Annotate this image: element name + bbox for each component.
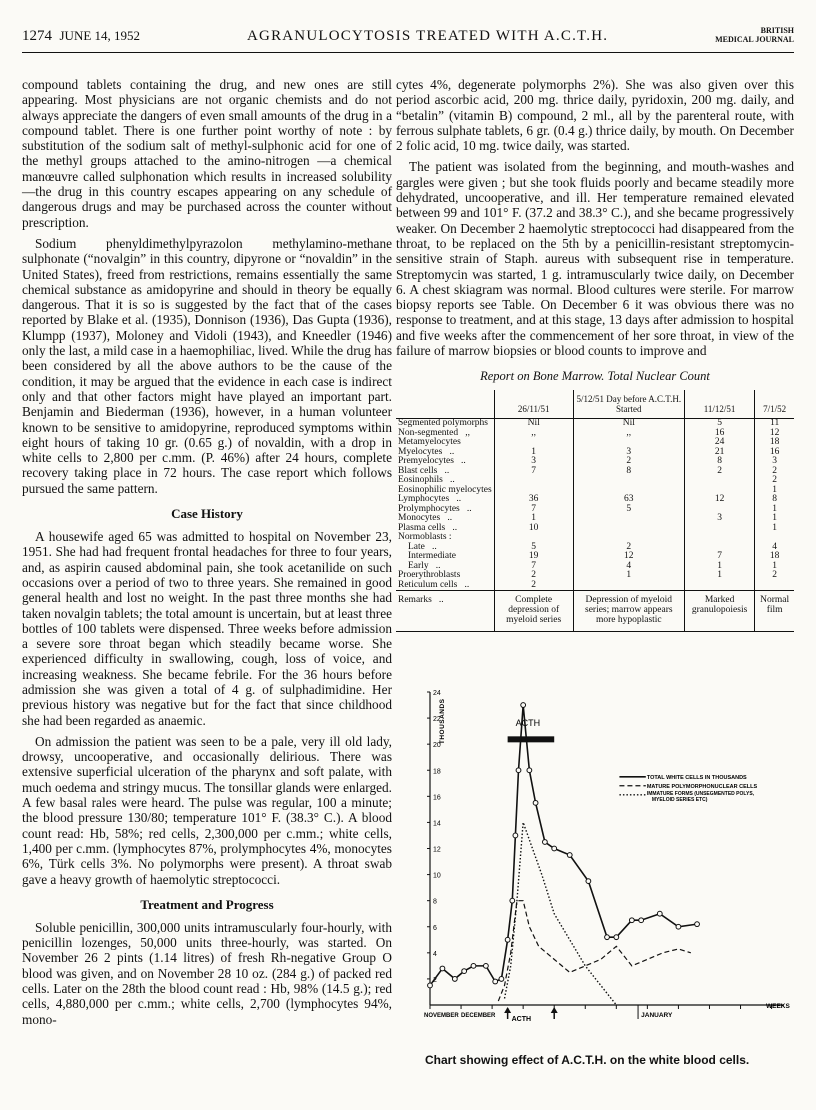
table-cell: 2: [755, 467, 794, 477]
remark-cell: Depression of myeloid series; marrow appears more hypoplastic: [573, 591, 684, 632]
remark-cell: Normal film: [755, 591, 794, 632]
paragraph: A housewife aged 65 was admitted to hospital on November 23, 1951. She had had frequent frontal headaches for three to four years, and, as aspirin caused abdominal pain, she took acetanilide on such occasions over a period of two to three years. She remained in good general health and lost no weight. In the past three months she had taken novalgin tablets; the total amount is uncertain, but at least three bottles of 100 tablets were dispensed. Three weeks before admission a severe sore throat began which steadily became worse. She experienced difficulty in swallowing, cough, loss of voice, and increasing weakness. She became febrile. For the 36 hours before admission she was given a total of 4 g. of sulphadimidine. Her previous history was negative but for the fact that since childhood she had been regarded as anaemic.: [22, 529, 392, 728]
table-cell: 8: [573, 467, 684, 477]
series-line-0: [430, 705, 697, 985]
table-cell: 3: [684, 514, 754, 524]
month-label: JANUARY: [641, 1012, 673, 1019]
row-label: Eosinophils ..: [398, 475, 455, 486]
table-header-cell: 26/11/51: [494, 390, 573, 419]
left-column: [22, 77, 392, 1027]
paragraph: The patient was isolated from the beginning, and mouth-washes and gargles were given ; but she took fluids poorly and became steadily more dehydrated, uncooperative, and ill. Her temperature remained elevated between 99 and 101° F. (37.2 and 38.3° C.), and she became progressively weaker. On December 2 haemolytic streptococci had disappeared from the throat, to be replaced on the 5th by a penicillin-resistant streptomycin-sensitive strain of Staph. aureus with subsequent rise in temperature. Streptomycin was started, 1 g. intramuscularly twice daily, on December 6. A chest skiagram was normal. Blood cultures were sterile. For marrow biopsy reports see Table. On December 6 it was obvious there was no response to treatment, and at this stage, 13 days after admission to hospital and five weeks after the commencement of her sore throat, in view of the failure of marrow biopsies or blood counts to improve and: [396, 159, 794, 359]
row-label: Prolymphocytes ..: [398, 503, 472, 514]
row-label: Premyelocytes ..: [398, 456, 466, 467]
row-label: Lymphocytes ..: [398, 494, 462, 505]
data-point: [505, 937, 510, 942]
paragraph: Soluble penicillin, 300,000 units intramuscularly four-hourly, with penicillin lozenges, 50,000 units three-hourly, was started. On November 26 2 pints (1.14 litres) of fresh Rh-negative Group O blood was given, and on November 28 10 oz. (284 g.) of packed red cells. Later on the 28th the blood count read : Hb, 98% (14.5 g.); red cells, 4,880,000 per c.mm.; white cells, 2,700 (lymphocytes 94%, mono-: [22, 919, 392, 1027]
data-point: [452, 977, 457, 982]
acth-label: ACTH: [515, 717, 541, 728]
row-label: Blast cells ..: [398, 465, 450, 476]
table-cell: 7: [494, 505, 573, 515]
table-cell: 2: [755, 476, 794, 486]
table-cell: [684, 581, 754, 591]
y-tick-label: 8: [433, 898, 437, 906]
table-header-cell: [396, 390, 494, 419]
y-tick-label: 4: [433, 950, 437, 958]
data-point: [440, 966, 445, 971]
table-cell: Nil: [494, 419, 573, 429]
table-cell: ,,: [494, 429, 573, 439]
white-cell-chart: [422, 680, 794, 1080]
table-row: [396, 457, 794, 467]
table-cell: 18: [755, 552, 794, 562]
table-cell: 1: [755, 562, 794, 572]
table-cell: 2: [573, 457, 684, 467]
x-axis-label: WEEKS: [766, 1003, 790, 1010]
table-cell: 8: [684, 457, 754, 467]
table-cell: 21: [684, 448, 754, 458]
table-cell: 7: [494, 467, 573, 477]
paragraph: compound tablets containing the drug, and new ones are still appearing. Most physicians are not organic chemists and do not always appreciate the dangers of even small amounts of the drug in a compound tablet. There is one further point worthy of note : by substitution of the sodium salt of methyl-sulphonic acid for one of the methyl groups attached to the amino-nitrogen —a chemical manœuvre called sulphonation which results in increased solubility—the drug in this country escapes appearing on any schedule of dangerous drugs and may be purchased across the counter without prescription.: [22, 77, 392, 230]
data-point: [605, 935, 610, 940]
data-point: [629, 918, 634, 923]
table-cell: [573, 581, 684, 591]
right-column: [396, 77, 794, 632]
data-point: [552, 846, 557, 851]
table-cell: 3: [494, 457, 573, 467]
table-header-cell: 7/1/52: [755, 390, 794, 419]
page-info: 1274 JUNE 14, 1952: [22, 28, 141, 44]
data-point: [542, 840, 547, 845]
table-cell: 5: [573, 505, 684, 515]
y-tick-label: 10: [433, 872, 441, 880]
remark-cell: Marked granulopoiesis: [684, 591, 754, 632]
data-point: [493, 979, 498, 984]
table-cell: [494, 476, 573, 486]
row-label: Segmented polymorphs: [398, 418, 488, 429]
table-cell: 1: [755, 524, 794, 534]
chart-caption: Chart showing effect of A.C.T.H. on the white blood cells.: [425, 1053, 750, 1067]
paragraph: Sodium phenyldimethylpyrazolon methylamino-methane sulphonate (“novalgin” in this country, dipyrone or “novaldin” in the United States), freed from restrictions, remains essentially the same chemical substance as amidopyrine and should in theory be equally dangerous. That it is so is suggested by the fact that of the cases reported by Blake et al. (1935), Donnison (1936), Das Gupta (1936), Klumpp (1937), Moloney and Vidoli (1943), and Kneedler (1946) only the last, a mild case in a haemophiliac, lived. While the drug has been considered by all the above authors to be the cause of the condition, it may be argued that the evidence in each case is indirect only and that other factors might have played an important part. Benjamin and Biederman (1936), however, in a human volunteer known to be sensitive to amidopyrine, reproduced symptoms within eight hours of taking 10 gr. (0.65 g.) of novaldin, with a drop in white cells to 2,800 per c.mm. (P. 46%) after 24 hours, complete recovery taking place in 72 hours. The case report which follows pursued the same pattern.: [22, 235, 392, 496]
table-cell: [573, 524, 684, 534]
table-cell: 11: [755, 419, 794, 429]
table-cell: 2: [494, 571, 573, 581]
y-tick-label: 20: [433, 742, 441, 750]
table-cell: 12: [684, 495, 754, 505]
section-heading-case-history: Case History: [171, 506, 243, 522]
table-cell: 8: [755, 495, 794, 505]
data-point: [516, 768, 521, 773]
table-cell: [755, 581, 794, 591]
data-point: [567, 853, 572, 858]
data-point: [483, 963, 488, 968]
y-tick-label: 24: [433, 690, 441, 697]
data-point: [527, 768, 532, 773]
table-caption: Report on Bone Marrow. Total Nuclear Count: [480, 369, 710, 384]
section-heading-treatment: Treatment and Progress: [140, 896, 274, 912]
legend-label: MYELOID SERIES ETC): [651, 796, 708, 803]
row-label: Eosinophilic myelocytes: [398, 484, 492, 495]
row-label: Reticulum cells ..: [398, 579, 470, 590]
data-point: [462, 969, 467, 974]
table-row: [396, 467, 794, 477]
month-label: DECEMBER: [461, 1013, 496, 1019]
data-point: [510, 898, 515, 903]
month-label: NOVEMBER: [424, 1013, 459, 1019]
table-cell: 1: [684, 571, 754, 581]
data-point: [586, 879, 591, 884]
legend-label: IMMATURE FORMS (UNSEGMENTED POLYS,: [646, 790, 755, 797]
y-tick-label: 2: [433, 976, 437, 984]
data-point: [614, 935, 619, 940]
table-cell: 1: [755, 514, 794, 524]
running-title: AGRANULOCYTOSIS TREATED WITH A.C.T.H.: [247, 28, 609, 44]
table-row: [396, 581, 794, 591]
data-point: [676, 924, 681, 929]
y-tick-label: 6: [433, 924, 437, 932]
table-cell: 3: [573, 448, 684, 458]
table-row: [396, 524, 794, 534]
table-cell: 12: [573, 552, 684, 562]
data-point: [513, 833, 518, 838]
table-cell: 2: [494, 581, 573, 591]
running-header: [22, 24, 794, 53]
acth-arrowhead: [551, 1007, 558, 1013]
table-cell: 1: [494, 448, 573, 458]
y-tick-label: 18: [433, 768, 441, 776]
table-cell: 36: [494, 495, 573, 505]
table-cell: 4: [573, 562, 684, 572]
table-cell: 16: [684, 429, 754, 439]
table-row: [396, 552, 794, 562]
row-label: Remarks ..: [396, 591, 494, 632]
table-cell: ,,: [573, 429, 684, 439]
row-label: Early ..: [408, 560, 441, 571]
table-cell: [684, 476, 754, 486]
bone-marrow-table: [396, 390, 794, 632]
table-cell: 5: [494, 543, 573, 553]
row-label: Metamyelocytes: [398, 437, 461, 448]
table-cell: 63: [573, 495, 684, 505]
chart-svg: [422, 680, 794, 1052]
data-point: [471, 963, 476, 968]
table-cell: 1: [755, 505, 794, 515]
table-cell: 1: [494, 514, 573, 524]
data-point: [499, 977, 504, 982]
table-cell: 3: [755, 457, 794, 467]
paragraph: cytes 4%, degenerate polymorphs 2%). She was also given over this period ascorbic acid, 200 mg. thrice daily, pyridoxin, 200 mg. daily, and “betalin” (vitamin B) compound, 2 ml., all by the parenteral route, with ferrous sulphate tablets, 6 gr. (0.4 g.) thrice daily, by mouth. On December 2 folic acid, 10 mg. twice daily, was started.: [396, 77, 794, 154]
table-row: [396, 533, 794, 543]
table-cell: 1: [684, 562, 754, 572]
table-cell: 19: [494, 552, 573, 562]
data-point: [695, 922, 700, 927]
data-point: [533, 800, 538, 805]
y-tick-label: 16: [433, 794, 441, 802]
paragraph: On admission the patient was seen to be a pale, very ill old lady, drowsy, uncooperative, and occasionally delirious. There was extensive superficial ulceration of the pharynx and soft palate, with much oedema and stringy mucus. The tonsillar glands were enlarged. A few basal rales were heard. The pulse was regular, 100 a minute; the blood pressure 130/80; temperature 101° F. (38.3° C.). A blood count read: Hb, 58%; red cells, 2,300,000 per c.mm.; white cells, 1,400 per c.mm. (lymphocytes 87%, prolymphocytes 4%, monocytes 6%, Türk cells 3%. No polymorphs were present). A throat swab gave a heavy growth of haemolytic streptococci.: [22, 733, 392, 887]
data-point: [639, 918, 644, 923]
table-cell: 12: [755, 429, 794, 439]
table-cell: 10: [494, 524, 573, 534]
y-tick-label: 12: [433, 846, 441, 854]
table-cell: [684, 533, 754, 543]
remark-cell: Complete depression of myeloid series: [494, 591, 573, 632]
table-header-cell: 11/12/51: [684, 390, 754, 419]
y-axis-label: THOUSANDS: [439, 698, 446, 745]
table-cell: 1: [573, 571, 684, 581]
row-label: Late ..: [408, 541, 437, 552]
row-label: Non-segmented ,,: [398, 427, 471, 438]
table-cell: 2: [684, 467, 754, 477]
journal-name: BRITISH MEDICAL JOURNAL: [715, 26, 794, 44]
table-cell: 7: [684, 552, 754, 562]
table-cell: 2: [755, 571, 794, 581]
row-label: Proerythroblasts: [398, 570, 461, 581]
table-cell: Nil: [573, 419, 684, 429]
table-cell: 5: [684, 419, 754, 429]
acth-arrow-label: ACTH: [511, 1016, 532, 1023]
legend-label: MATURE POLYMORPHONUCLEAR CELLS: [646, 783, 758, 790]
table-cell: [573, 514, 684, 524]
table-cell: [573, 476, 684, 486]
table-header-cell: 5/12/51 Day before A.C.T.H. Started: [573, 390, 684, 419]
data-point: [428, 983, 433, 988]
row-label: Intermediate: [408, 551, 457, 562]
data-point: [521, 703, 526, 708]
legend-label: TOTAL WHITE CELLS IN THOUSANDS: [646, 774, 747, 781]
acth-arrowhead: [504, 1007, 511, 1013]
row-label: Normoblasts :: [398, 532, 452, 543]
table-cell: 16: [755, 448, 794, 458]
table-cell: 7: [494, 562, 573, 572]
table-cell: 18: [755, 438, 794, 448]
y-tick-label: 14: [433, 820, 441, 828]
data-point: [657, 911, 662, 916]
row-label: Monocytes ..: [398, 513, 453, 524]
table-cell: 24: [684, 438, 754, 448]
table-cell: 1: [755, 486, 794, 496]
y-tick-label: 22: [433, 716, 441, 724]
table-row: [396, 438, 794, 448]
table-row-remarks: [396, 591, 794, 632]
row-label: Myelocytes ..: [398, 446, 455, 457]
table-cell: 4: [755, 543, 794, 553]
row-label: Plasma cells ..: [398, 522, 458, 533]
table-cell: [684, 524, 754, 534]
table-row: [396, 505, 794, 515]
table-cell: 2: [573, 543, 684, 553]
acth-bar: [508, 736, 555, 742]
